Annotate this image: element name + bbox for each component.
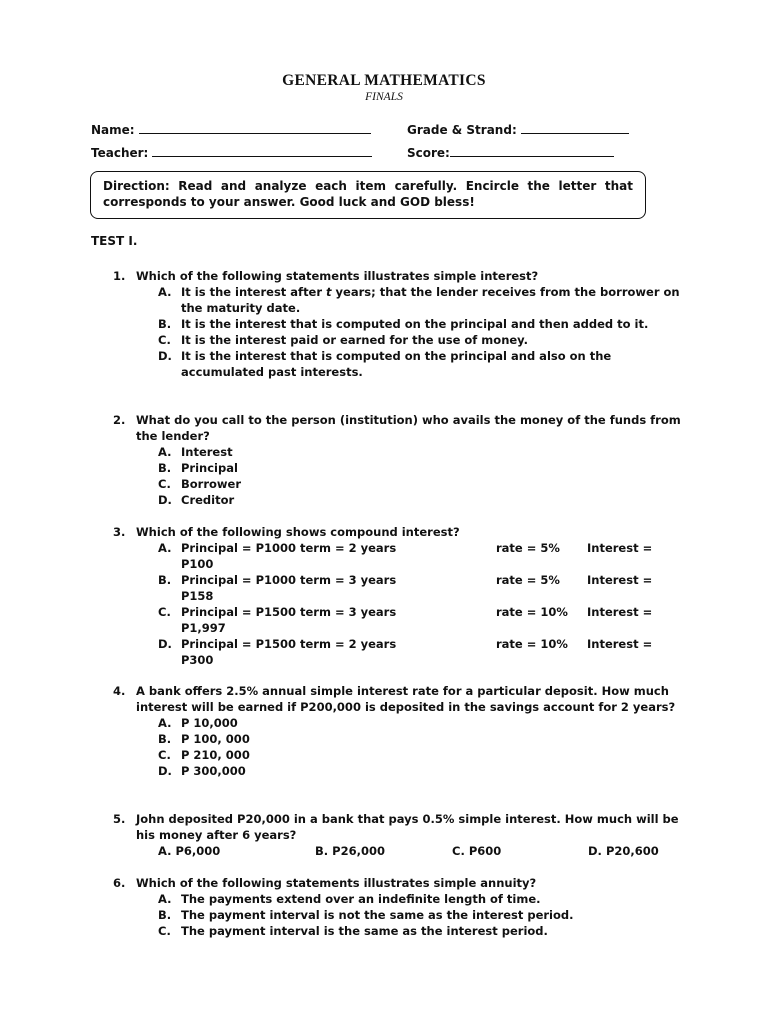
option-principal: Principal = P1500 term = 2 years	[181, 637, 397, 651]
option-a[interactable]	[158, 284, 683, 316]
question-text: Which of the following statements illustrates simple annuity?	[136, 876, 537, 890]
option-b[interactable]	[158, 460, 683, 476]
option-c[interactable]	[158, 332, 683, 348]
option-letter: A.	[158, 844, 172, 858]
options-row	[158, 843, 683, 859]
option-d[interactable]	[588, 843, 659, 859]
option-c[interactable]	[158, 747, 683, 763]
question-number: 4.	[113, 684, 126, 698]
question-6	[113, 875, 683, 939]
option-rate: rate = 5%	[496, 541, 560, 555]
option-text: It is the interest paid or earned for the use of money.	[181, 333, 528, 347]
page-subtitle: FINALS	[365, 91, 403, 103]
option-text: P 210, 000	[181, 748, 250, 762]
option-c[interactable]	[158, 923, 683, 939]
option-letter: A.	[158, 892, 172, 906]
option-text: The payments extend over an indefinite length of time.	[181, 892, 541, 906]
option-d[interactable]	[158, 763, 683, 779]
option-letter: B.	[158, 573, 172, 587]
option-rate: rate = 10%	[496, 605, 568, 619]
option-letter: C.	[158, 924, 171, 938]
option-letter: D.	[158, 764, 172, 778]
option-letter: A.	[158, 541, 172, 555]
question-2	[113, 412, 683, 508]
option-rate: rate = 10%	[496, 637, 568, 651]
option-letter: C.	[158, 333, 171, 347]
option-a[interactable]	[158, 843, 220, 859]
grade-strand-field[interactable]	[407, 122, 629, 137]
option-text: P600	[468, 844, 502, 858]
question-number: 2.	[113, 413, 126, 427]
option-d[interactable]	[158, 348, 683, 380]
option-letter: D.	[158, 637, 172, 651]
option-principal: Principal = P1500 term = 3 years	[181, 605, 397, 619]
option-letter: D.	[158, 349, 172, 363]
option-c[interactable]	[158, 604, 683, 636]
question-1	[113, 268, 683, 380]
option-text: Interest	[181, 445, 233, 459]
option-letter: B.	[158, 732, 172, 746]
option-text: Borrower	[181, 477, 242, 491]
option-letter: A.	[158, 445, 172, 459]
name-label: Name:	[91, 123, 135, 137]
option-text: P6,000	[175, 844, 221, 858]
option-letter: D.	[588, 844, 602, 858]
question-number: 5.	[113, 812, 126, 826]
option-text: P26,000	[332, 844, 385, 858]
option-text: P 100, 000	[181, 732, 250, 746]
option-letter: B.	[315, 844, 329, 858]
option-text: P 10,000	[181, 716, 238, 730]
option-b[interactable]	[158, 731, 683, 747]
option-principal: Principal = P1000 term = 3 years	[181, 573, 397, 587]
score-label: Score:	[407, 146, 450, 160]
question-5	[113, 811, 683, 859]
test-label: TEST I.	[91, 234, 138, 248]
option-rate: rate = 5%	[496, 573, 560, 587]
name-line[interactable]	[139, 122, 371, 134]
teacher-label: Teacher:	[91, 146, 149, 160]
score-field[interactable]	[407, 145, 614, 160]
score-line[interactable]	[450, 145, 614, 157]
option-letter: B.	[158, 317, 172, 331]
option-interest-label: Interest =	[587, 541, 653, 555]
option-interest-amount: P1,997	[181, 621, 226, 635]
question-text: Which of the following shows compound interest?	[136, 525, 460, 539]
grade-strand-label: Grade & Strand:	[407, 123, 517, 137]
question-text: What do you call to the person (institution) who avails the money of the funds from the lender?	[136, 413, 681, 443]
question-text: John deposited P20,000 in a bank that pays 0.5% simple interest. How much will be his money after 6 years?	[136, 812, 679, 842]
option-interest-amount: P300	[181, 653, 214, 667]
option-d[interactable]	[158, 492, 683, 508]
option-letter: C.	[158, 748, 171, 762]
option-text: It is the interest that is computed on the principal and then added to it.	[181, 317, 649, 331]
question-3	[113, 524, 683, 668]
option-letter: B.	[158, 461, 172, 475]
option-b[interactable]	[315, 843, 385, 859]
grade-strand-line[interactable]	[521, 122, 629, 134]
option-interest-label: Interest =	[587, 637, 653, 651]
option-a[interactable]	[158, 540, 683, 572]
name-field[interactable]	[91, 122, 371, 137]
option-a[interactable]	[158, 715, 683, 731]
option-interest-label: Interest =	[587, 573, 653, 587]
option-letter: D.	[158, 493, 172, 507]
option-text: It is the interest after t years; that the lender receives from the borrower on the maturity date.	[181, 285, 680, 315]
teacher-line[interactable]	[152, 145, 372, 157]
option-interest-amount: P158	[181, 589, 214, 603]
option-interest-label: Interest =	[587, 605, 653, 619]
option-c[interactable]	[158, 476, 683, 492]
page-title: GENERAL MATHEMATICS	[282, 72, 486, 89]
direction-box: Direction: Read and analyze each item carefully. Encircle the letter that corresponds to your answer. Good luck and GOD bless!	[90, 171, 646, 219]
option-interest-amount: P100	[181, 557, 214, 571]
option-text: It is the interest that is computed on the principal and also on the accumulated past interests.	[181, 349, 612, 379]
option-b[interactable]	[158, 907, 683, 923]
option-letter: A.	[158, 285, 172, 299]
option-text: Creditor	[181, 493, 235, 507]
question-text: Which of the following statements illustrates simple interest?	[136, 269, 539, 283]
question-4	[113, 683, 683, 779]
question-number: 1.	[113, 269, 126, 283]
option-b[interactable]	[158, 316, 683, 332]
teacher-field[interactable]	[91, 145, 372, 160]
option-letter: C.	[158, 605, 171, 619]
option-text: The payment interval is the same as the interest period.	[181, 924, 548, 938]
question-number: 3.	[113, 525, 126, 539]
question-number: 6.	[113, 876, 126, 890]
option-d[interactable]	[158, 636, 683, 668]
option-letter: C.	[452, 844, 465, 858]
option-letter: C.	[158, 477, 171, 491]
question-text: A bank offers 2.5% annual simple interest rate for a particular deposit. How much interest will be earned if P200,000 is deposited in the savings account for 2 years?	[136, 684, 676, 714]
option-letter: A.	[158, 716, 172, 730]
option-text: Principal	[181, 461, 238, 475]
option-principal: Principal = P1000 term = 2 years	[181, 541, 397, 555]
option-c[interactable]	[452, 843, 501, 859]
option-a[interactable]	[158, 891, 683, 907]
option-text: P20,600	[605, 844, 659, 858]
option-b[interactable]	[158, 572, 683, 604]
option-a[interactable]	[158, 444, 683, 460]
option-letter: B.	[158, 908, 172, 922]
option-text: The payment interval is not the same as the interest period.	[181, 908, 574, 922]
option-text: P 300,000	[181, 764, 246, 778]
